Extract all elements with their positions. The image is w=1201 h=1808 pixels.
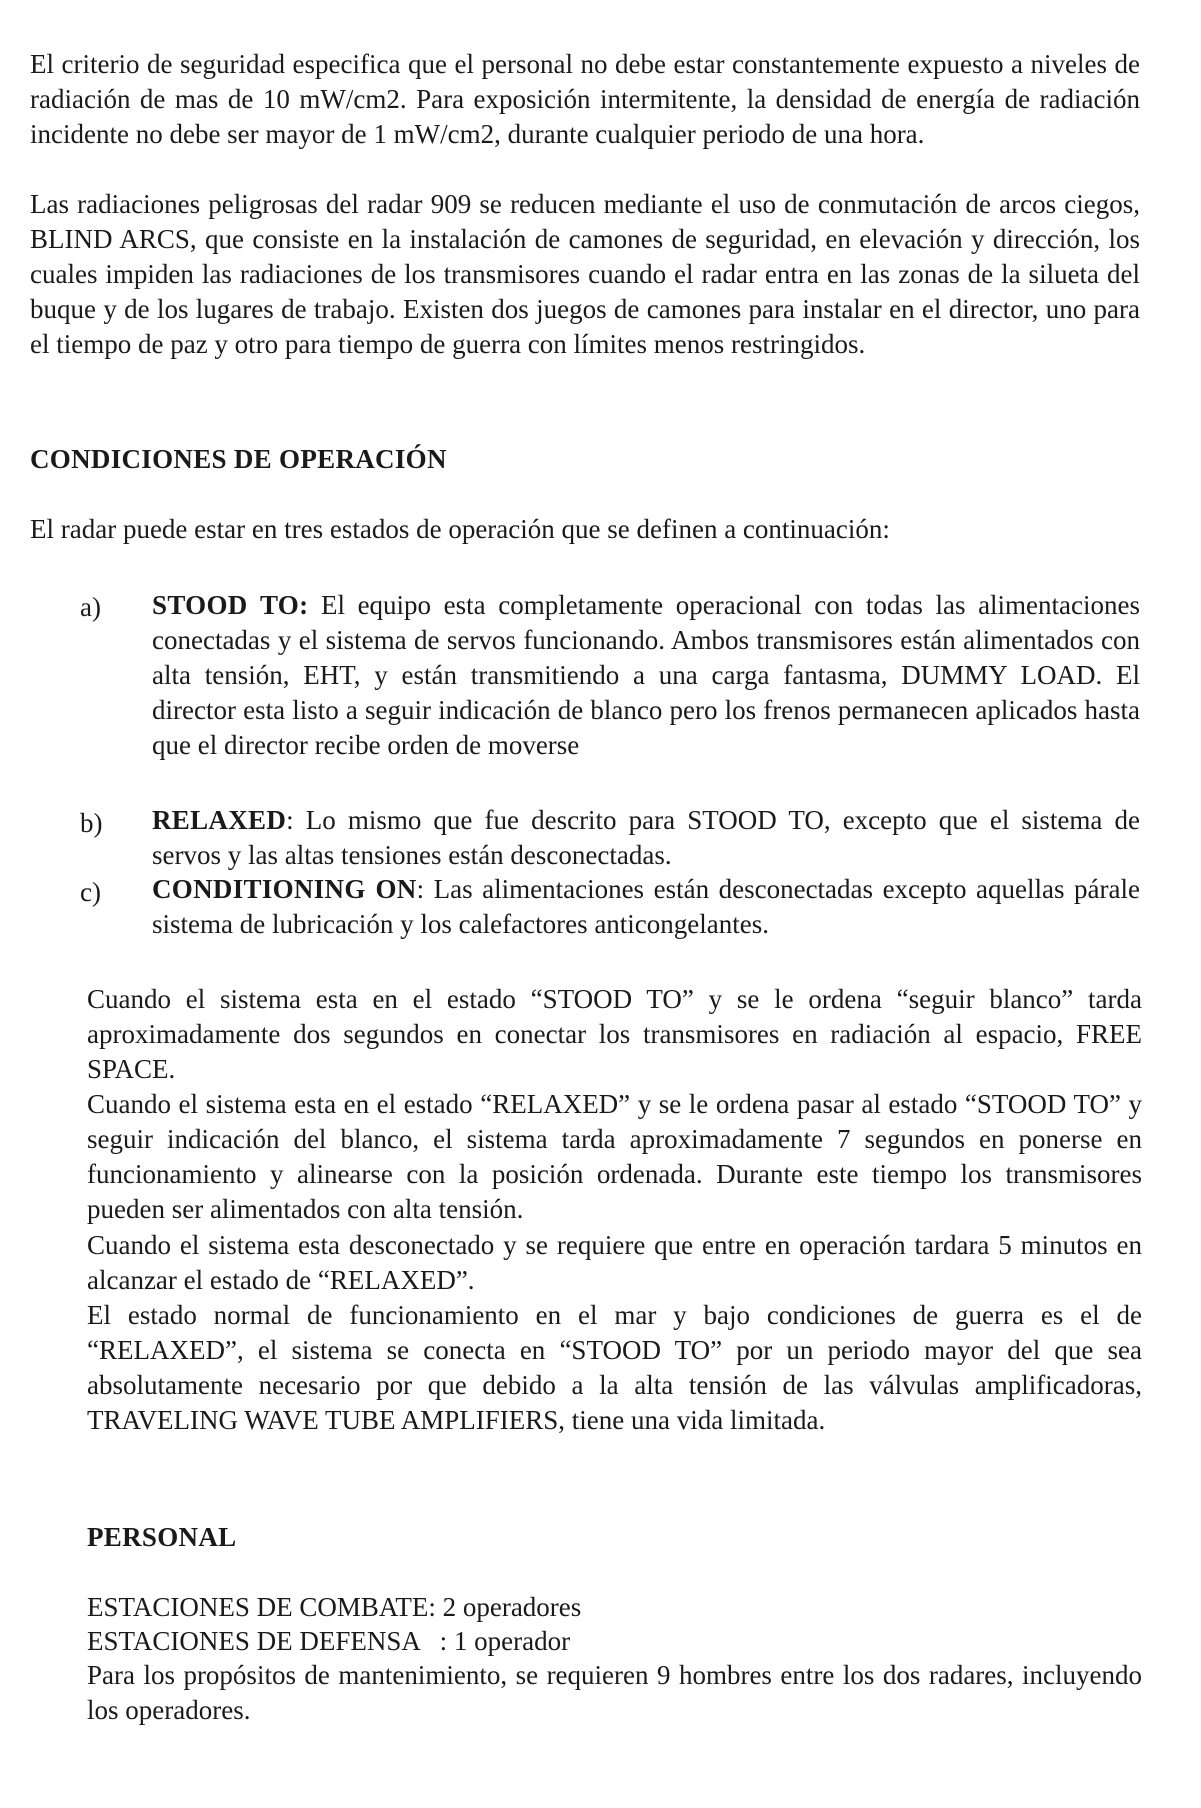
paragraph-normal-state: El estado normal de funcionamiento en el mar y bajo condiciones de guerra es el de “RELAXED”, el sistema se conecta en “STOOD TO” por un periodo mayor del que sea absolutamente necesario por que debido a la alta tensión de las válvulas amplificadoras, TRAVELING WAVE TUBE AMPLIFIERS, tiene una vida limitada. xyxy=(87,1300,1142,1435)
list-item-text: : Las alimentaciones están desconectadas excepto aquellas párale sistema de lubricación y los calefactores anticongelantes. xyxy=(152,874,1140,939)
intro-paragraph-blind-arcs: Las radiaciones peligrosas del radar 909 se reducen mediante el uso de conmutación de arcos ciegos, BLIND ARCS, que consiste en la instalación de camones de seguridad, en elevación y dirección, los cuales impiden las radiaciones de los transmisores cuando el radar entra en las zonas de la silueta del buque y de los lugares de trabajo. Existen dos juegos de camones para instalar en el director, uno para el tiempo de paz y otro para tiempo de guerra con límites menos restringidos. xyxy=(30,189,1140,359)
defense-stations-line: ESTACIONES DE DEFENSA : 1 operador xyxy=(87,1626,571,1656)
combat-stations-line: ESTACIONES DE COMBATE: 2 operadores xyxy=(87,1592,582,1622)
paragraph-stood-to-timing: Cuando el sistema esta en el estado “STOOD TO” y se le ordena “seguir blanco” tarda aproximadamente dos segundos en conectar los transmisores en radiación al espacio, FREE SPACE. xyxy=(87,984,1142,1084)
term-conditioning-on: CONDITIONING ON xyxy=(152,874,417,904)
list-item-text: El equipo esta completamente operacional con todas las alimentaciones conectadas y el sistema de servos funcionando. Ambos transmisores están alimentados con alta tensión, EHT, y están transmitiendo a una carga fantasma, DUMMY LOAD. El director esta listo a seguir indicación de blanco pero los frenos permanecen aplicados hasta que el director recibe orden de moverse xyxy=(152,590,1141,760)
intro-paragraph-safety-criterion: El criterio de seguridad especifica que el personal no debe estar constantemente expuesto a niveles de radiación de mas de 10 mW/cm2. Para exposición intermitente, la densidad de energía de radiación incidente no debe ser mayor de 1 mW/cm2, durante cualquier periodo de una hora. xyxy=(30,49,1140,149)
paragraph-relaxed-timing: Cuando el sistema esta en el estado “RELAXED” y se le ordena pasar al estado “STOOD TO” y seguir indicación del blanco, el sistema tarda aproximadamente 7 segundos en ponerse en funcionamiento y alinearse con la posición ordenada. Durante este tiempo los transmisores pueden ser alimentados con alta tensión. xyxy=(87,1089,1142,1224)
list-item-relaxed xyxy=(152,803,1140,873)
list-item-stood-to xyxy=(152,588,1140,763)
list-item-text: : Lo mismo que fue descrito para STOOD TO, excepto que el sistema de servos y las altas tensiones están desconectadas. xyxy=(152,805,1140,870)
paragraph-startup-timing: Cuando el sistema esta desconectado y se requiere que entre en operación tardara 5 minutos en alcanzar el estado de “RELAXED”. xyxy=(87,1230,1142,1295)
operating-states-lead: El radar puede estar en tres estados de operación que se definen a continuación: xyxy=(30,514,890,544)
list-item-letter: c) xyxy=(80,877,101,907)
maintenance-personnel-paragraph: Para los propósitos de mantenimiento, se requieren 9 hombres entre los dos radares, incluyendo los operadores. xyxy=(87,1660,1142,1725)
list-item-conditioning-on xyxy=(152,872,1140,942)
term-relaxed: RELAXED xyxy=(152,805,287,835)
section-heading-operating-conditions: CONDICIONES DE OPERACIÓN xyxy=(30,444,447,474)
section-heading-personnel: PERSONAL xyxy=(87,1522,237,1552)
term-stood-to: STOOD TO: xyxy=(152,590,309,620)
list-item-letter: b) xyxy=(80,808,103,838)
list-item-letter: a) xyxy=(80,592,101,622)
